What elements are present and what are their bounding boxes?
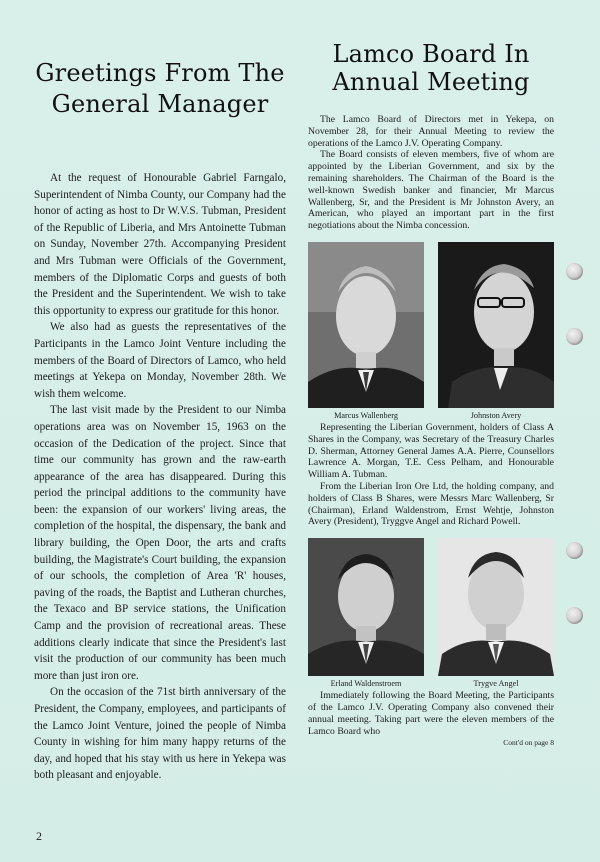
- right-paragraph: From the Liberian Iron Ore Ltd, the holding company, and holders of Class B Shares, were Messrs Marc Wallenberg, Sr (Chairman), Erland Waldenstrom, Ernst Wehtje, Johnston Avery (President), Tryggve Angel and Richard Powell.: [308, 480, 554, 528]
- right-article: [308, 40, 554, 747]
- right-paragraph: The Board consists of eleven members, five of whom are appointed by the Liberian Government, and six by the remaining shareholders. The Chairman of the Board is the well-known Swedish banker and financier, Mr Marcus Wallenberg, Sr, and the President is Mr Johnston Avery, an American, who played an important part in the first negotiations about the Nimba concession.: [308, 149, 554, 232]
- left-title-line2: General Manager: [51, 90, 269, 118]
- left-paragraph: On the occasion of the 71st birth anniversary of the President, the Company, employees, and participants of the Lamco Joint Venture, joined the people of Nimba County in wishing for him many happy returns of the day, and hoped that his stay with us here in Yekepa was both pleasant and enjoyable.: [34, 686, 286, 782]
- right-paragraph: Representing the Liberian Government, holders of Class A Shares in the Company, was Secretary of the Treasury Charles D. Sherman, Attorney General James A.A. Pierre, Counsellors Lawrence A. Morgan, T.E. Cess Pelham, and Honourable William A. Tubman.: [308, 421, 554, 481]
- portrait-caption: Johnston Avery: [470, 410, 522, 420]
- left-article-body: [34, 170, 286, 784]
- portrait-photo-trygve-angel: [438, 538, 554, 676]
- right-title-line2: Annual Meeting: [332, 68, 530, 96]
- right-article-closing: [308, 690, 554, 737]
- left-article: [34, 58, 286, 784]
- portrait-caption: Erland Waldenstroem: [330, 679, 402, 689]
- portrait-caption: Trygve Angel: [473, 679, 519, 689]
- portrait-photo-marcus-wallenberg: [308, 242, 424, 408]
- left-paragraph: At the request of Honourable Gabriel Farngalo, Superintendent of Nimba County, our Company had the honor of acting as host to Dr W.V.S. Tubman, President of the Republic of Liberia, and Mrs Antoinette Tubman on Sunday, November 27th. Accompanying President and Mrs Tubman were Officials of the Government, members of the Diplomatic Corps and guests of both the President and the Superintendent. We wish to take this opportunity to express our gratitude for this honor.: [34, 172, 286, 317]
- portrait-card: [438, 242, 554, 420]
- right-article-middle: [308, 422, 554, 528]
- portrait-caption: Marcus Wallenberg: [334, 410, 398, 420]
- portrait-card: [308, 538, 424, 688]
- right-paragraph: The Lamco Board of Directors met in Yekepa, on November 28, for their Annual Meeting to review the operations of the Lamco J.V. Operating Company.: [308, 114, 554, 149]
- photo-row-bottom: [308, 538, 554, 688]
- binder-hole: [566, 607, 583, 624]
- binder-hole: [566, 263, 583, 280]
- portrait-photo-johnston-avery: [438, 242, 554, 408]
- left-paragraph: The last visit made by the President to our Nimba operations area was on November 15, 1963 on the occasion of the Dedication of the project. Since that time our community has grown and the raw-earth appearance of the area has disappeared. During this period the principal additions to the community have been: the expansion of our workers' living areas, the completion of the hospital, the dispensary, the bank and library building, the Open Door, the arts and crafts building, the Magistrate's Court building, the expansion of our schools, the completion of Area 'R' houses, paving of the roads, the Baptist and Lutheran churches, the Texaco and BP service stations, the Unification Camp and the provision of recreational areas. These additions clearly indicate that since the President's last visit the production of our community has been much more than just iron ore.: [34, 404, 286, 682]
- portrait-photo-erland-waldenstroem: [308, 538, 424, 676]
- left-article-title: [34, 58, 286, 120]
- right-paragraph: Immediately following the Board Meeting, the Participants of the Lamco J.V. Operating Company also convened their annual meeting. Taking part were the eleven members of the Lamco Board who: [308, 690, 554, 737]
- left-paragraph: We also had as guests the representatives of the Participants in the Lamco Joint Venture including the members of the Board of Directors of Lamco, who held meetings at Yekepa on Monday, November 28th. We wish them welcome.: [34, 321, 286, 400]
- continued-note: Cont'd on page 8: [503, 738, 554, 748]
- photo-row-top: [308, 242, 554, 420]
- page-number: 2: [36, 829, 42, 843]
- binder-hole: [566, 542, 583, 559]
- right-article-title: [308, 40, 554, 96]
- portrait-card: [438, 538, 554, 688]
- right-article-intro: [308, 114, 554, 232]
- portrait-card: [308, 242, 424, 420]
- binder-hole: [566, 328, 583, 345]
- left-title-line1: Greetings From The: [35, 59, 285, 87]
- right-title-line1: Lamco Board In: [332, 40, 530, 68]
